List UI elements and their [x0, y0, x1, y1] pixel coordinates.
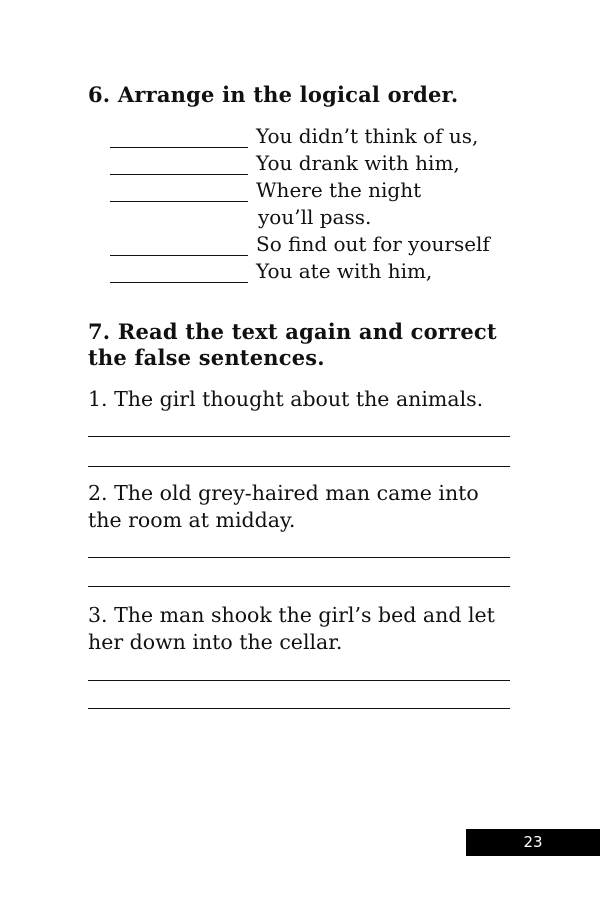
arrange-item-text: You drank with him,: [256, 151, 460, 175]
answer-line[interactable]: [88, 680, 510, 681]
question-2: [88, 480, 518, 534]
exercise-6-heading: 6. Arrange in the logical order.: [88, 82, 459, 107]
arrange-item-text: You didn’t think of us,: [256, 124, 479, 148]
answer-line[interactable]: [88, 466, 510, 467]
arrange-item: [110, 256, 490, 283]
answer-blank[interactable]: [110, 157, 248, 175]
question-3: [88, 602, 518, 656]
arrange-item-text: So find out for yourself: [256, 232, 490, 256]
answer-blank[interactable]: [110, 265, 248, 283]
arrange-item: [110, 121, 490, 148]
answer-line[interactable]: [88, 586, 510, 587]
question-text: 1. The girl thought about the animals.: [88, 387, 484, 411]
answer-blank[interactable]: [110, 184, 248, 202]
arrange-item: [110, 229, 490, 256]
arrange-item-text: Where the night: [256, 178, 422, 202]
arrange-item-continuation: [110, 202, 490, 229]
page-number: 23: [466, 829, 600, 856]
question-1: [88, 386, 518, 413]
question-text: 2. The old grey-haired man came into the room at midday.: [88, 481, 479, 532]
answer-blank[interactable]: [110, 130, 248, 148]
arrange-item: [110, 175, 490, 202]
question-text: 3. The man shook the girl’s bed and let her down into the cellar.: [88, 603, 495, 654]
answer-blank[interactable]: [110, 238, 248, 256]
answer-line[interactable]: [88, 557, 510, 558]
answer-line[interactable]: [88, 436, 510, 437]
arrange-list: [110, 121, 490, 283]
arrange-item: [110, 148, 490, 175]
arrange-item-text: You ate with him,: [256, 259, 433, 283]
arrange-item-text: you’ll pass.: [258, 205, 372, 229]
answer-line[interactable]: [88, 708, 510, 709]
exercise-7-heading: 7. Read the text again and correct the false sentences.: [88, 319, 497, 370]
